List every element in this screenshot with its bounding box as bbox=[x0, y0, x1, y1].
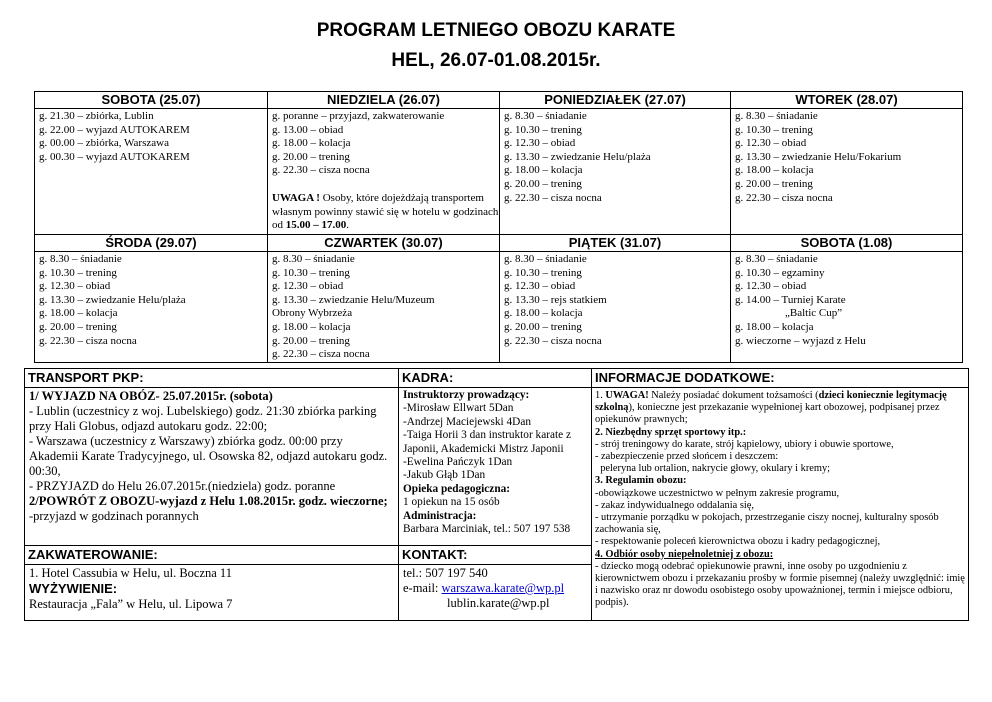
transport-heading: TRANSPORT PKP: bbox=[25, 369, 399, 388]
transport-lublin: - Lublin (uczestnicy z woj. Lubelskiego) godz. 21:30 zbiórka parking przy Hali Globus, odjazd autokaru godz. 22:00; bbox=[29, 404, 377, 433]
schedule-line: g. wieczorne – wyjazd z Helu bbox=[735, 334, 866, 347]
schedule-line: g. 10.30 – trening bbox=[735, 123, 813, 136]
day-schedule-wtorek bbox=[731, 109, 963, 235]
note-warning: UWAGA ! bbox=[272, 191, 320, 204]
equipment-line: peleryna lub ortalion, nakrycie głowy, okulary i kremy; bbox=[595, 463, 831, 475]
schedule-line: g. 12.30 – obiad bbox=[735, 280, 807, 293]
info-text: ), konieczne jest przekazanie wypełnionej kart obozowej, podpisanej przez opiekunów prawnych; bbox=[595, 402, 940, 426]
rules-heading: 3. Regulamin obozu: bbox=[595, 475, 687, 487]
day-schedule-piatek bbox=[500, 252, 731, 363]
schedule-line: g. 20.00 – trening bbox=[735, 177, 813, 190]
note-hours: 15.00 – 17.00 bbox=[285, 219, 347, 232]
schedule-line: g. 22.30 – cisza nocna bbox=[735, 191, 833, 204]
pickup-heading: 4. Odbiór osoby niepełnoletniej z obozu: bbox=[595, 548, 774, 560]
day-header-sroda: ŚRODA (29.07) bbox=[35, 235, 268, 252]
day-header-wtorek: WTOREK (28.07) bbox=[731, 92, 963, 109]
equipment-heading: 2. Niezbędny sprzęt sportowy itp.: bbox=[595, 426, 747, 438]
schedule-line: g. 10.30 – trening bbox=[504, 266, 582, 279]
equipment-line: - strój treningowy do karate, strój kąpielowy, ubiory i obuwie sportowe, bbox=[595, 438, 894, 450]
schedule-line: g. 12.30 – obiad bbox=[504, 137, 576, 150]
kadra-heading: KADRA: bbox=[399, 369, 592, 388]
accommodation-section bbox=[25, 565, 399, 621]
info-heading: INFORMACJE DODATKOWE: bbox=[592, 369, 969, 388]
page-subtitle: HEL, 26.07-01.08.2015r. bbox=[391, 50, 601, 71]
contact-phone: tel.: 507 197 540 bbox=[403, 566, 488, 580]
care-text: 1 opiekun na 15 osób bbox=[403, 496, 500, 509]
info-table bbox=[24, 368, 969, 621]
email-lublin: lublin.karate@wp.pl bbox=[447, 596, 550, 610]
schedule-line: g. 22.00 – wyjazd AUTOKAREM bbox=[39, 123, 190, 136]
day-schedule-niedziela bbox=[268, 109, 500, 235]
schedule-line: g. 20.00 – trening bbox=[504, 177, 582, 190]
schedule-line: g. 00.30 – wyjazd AUTOKAREM bbox=[39, 150, 190, 163]
meals-heading: WYŻYWIENIE: bbox=[29, 581, 118, 596]
schedule-line: g. 20.00 – trening bbox=[272, 150, 350, 163]
kadra-section bbox=[399, 388, 592, 546]
schedule-line: g. 18.00 – kolacja bbox=[272, 137, 351, 150]
day-schedule-poniedzialek bbox=[500, 109, 731, 235]
instructors-heading: Instruktorzy prowadzący: bbox=[403, 389, 530, 401]
schedule-line: g. 10.30 – trening bbox=[39, 266, 117, 279]
day-schedule-sobota bbox=[35, 109, 268, 235]
admin-heading: Administracja: bbox=[403, 509, 477, 522]
hotel-text: 1. Hotel Cassubia w Helu, ul. Boczna 11 bbox=[29, 566, 232, 580]
instructor: -Mirosław Ellwart 5Dan bbox=[403, 402, 514, 415]
day-header-piatek: PIĄTEK (31.07) bbox=[500, 235, 731, 252]
schedule-line: g. 21.30 – zbiórka, Lublin bbox=[39, 110, 154, 122]
contact-heading: KONTAKT: bbox=[399, 546, 592, 565]
schedule-line: g. 10.30 – trening bbox=[272, 266, 350, 279]
info-id-note: dzieci koniecznie legitymację szkolną bbox=[595, 390, 947, 414]
schedule-line: g. 18.00 – kolacja bbox=[272, 320, 351, 333]
schedule-line: g. 13.00 – obiad bbox=[272, 123, 344, 136]
email-label: e-mail: bbox=[403, 581, 442, 595]
restaurant-text: Restauracja „Fala” w Helu, ul. Lipowa 7 bbox=[29, 597, 233, 611]
instructor: -Taiga Horii 3 dan instruktor karate z Japonii, Akademicki Mistrz Japonii bbox=[403, 429, 571, 455]
rules-line: - zakaz indywidualnego oddalania się, bbox=[595, 499, 754, 511]
rules-line: -obowiązkowe uczestnictwo w pełnym zakresie programu, bbox=[595, 487, 840, 499]
accommodation-heading: ZAKWATEROWANIE: bbox=[25, 546, 399, 565]
schedule-line: g. 10.30 – trening bbox=[504, 123, 582, 136]
day-header-niedziela: NIEDZIELA (26.07) bbox=[268, 92, 500, 109]
schedule-line: g. 8.30 – śniadanie bbox=[272, 253, 355, 265]
schedule-line: g. 13.30 – rejs statkiem bbox=[504, 293, 607, 306]
schedule-line: g. 12.30 – obiad bbox=[504, 280, 576, 293]
info-point-1 bbox=[595, 390, 965, 427]
schedule-line: g. 20.00 – trening bbox=[39, 320, 117, 333]
schedule-line: g. 22.30 – cisza nocna bbox=[272, 348, 370, 361]
transport-return-arrival: -przyjazd w godzinach porannych bbox=[29, 509, 199, 523]
day-header-sobota: SOBOTA (25.07) bbox=[35, 92, 268, 109]
schedule-line: g. 22.30 – cisza nocna bbox=[272, 164, 370, 177]
arrival-note bbox=[272, 192, 499, 233]
schedule-line: g. 22.30 – cisza nocna bbox=[39, 334, 137, 347]
schedule-line: g. 13.30 – zwiedzanie Helu/Muzeum bbox=[272, 293, 435, 306]
day-header-sobota-2: SOBOTA (1.08) bbox=[731, 235, 963, 252]
schedule-line: „Baltic Cup” bbox=[785, 307, 843, 320]
schedule-line: g. 13.30 – zwiedzanie Helu/Fokarium bbox=[735, 150, 902, 163]
page-title: PROGRAM LETNIEGO OBOZU KARATE bbox=[316, 20, 676, 41]
note-text: Osoby, które dojeżdżają transportem własnym powinny stawić się w hotelu w godzinach od bbox=[272, 191, 499, 232]
schedule-line: g. 8.30 – śniadanie bbox=[735, 110, 818, 122]
schedule-line: g. 8.30 – śniadanie bbox=[39, 253, 122, 265]
equipment-line: - zabezpieczenie przed słońcem i deszczem: bbox=[595, 451, 779, 463]
schedule-line: g. 18.00 – kolacja bbox=[504, 307, 583, 320]
schedule-line: g. 13.30 – zwiedzanie Helu/plaża bbox=[39, 293, 186, 306]
rules-line: - utrzymanie porządku w pokojach, przestrzeganie ciszy nocnej, kulturalny sposób zachowania się, bbox=[595, 512, 939, 536]
care-heading: Opieka pedagogiczna: bbox=[403, 482, 511, 495]
schedule-table bbox=[34, 91, 963, 363]
note-end: . bbox=[346, 219, 349, 232]
transport-departure: 1/ WYJAZD NA OBÓZ- 25.07.2015r. (sobota) bbox=[29, 389, 273, 403]
schedule-line: g. 18.00 – kolacja bbox=[735, 164, 814, 177]
schedule-line: g. 22.30 – cisza nocna bbox=[504, 191, 602, 204]
schedule-line: Obrony Wybrzeża bbox=[272, 307, 353, 320]
schedule-line: g. 10.30 – egzaminy bbox=[735, 266, 825, 279]
schedule-line: g. 14.00 – Turniej Karate bbox=[735, 293, 846, 306]
instructor: -Jakub Głąb 1Dan bbox=[403, 469, 486, 482]
rules-line: - respektowanie poleceń kierownictwa obozu i kadry pedagogicznej, bbox=[595, 536, 881, 548]
schedule-line: g. 20.00 – trening bbox=[504, 320, 582, 333]
transport-section bbox=[25, 388, 399, 546]
info-text: Należy posiadać dokument tożsamości ( bbox=[648, 390, 819, 401]
schedule-line: g. 18.00 – kolacja bbox=[504, 164, 583, 177]
schedule-line: g. 12.30 – obiad bbox=[735, 137, 807, 150]
transport-warszawa: - Warszawa (uczestnicy z Warszawy) zbiórka godz. 00:00 przy Akademii Karate Tradycyjnego, ul. Osowska 82, odjazd autokaru godz. 00:30, bbox=[29, 434, 388, 478]
transport-arrival: - PRZYJAZD do Helu 26.07.2015r.(niedziela) godz. poranne bbox=[29, 479, 336, 493]
schedule-line: g. 18.00 – kolacja bbox=[735, 320, 814, 333]
info-num: 1. bbox=[595, 390, 606, 401]
admin-text: Barbara Marciniak, tel.: 507 197 538 bbox=[403, 523, 571, 536]
pickup-text: - dziecko mogą odebrać opiekunowie prawni, inne osoby po uzgodnieniu z kierownictwem obozu i przekazaniu prośby w formie pisemnej (należy uwzględnić: imię i nazwisko oraz nr dowodu osobistego osoby upoważnionej, termin i miejsce odbioru, podpis). bbox=[595, 560, 965, 609]
schedule-line: g. 22.30 – cisza nocna bbox=[504, 334, 602, 347]
email-link-warszawa[interactable]: warszawa.karate@wp.pl bbox=[441, 581, 565, 595]
transport-return: 2/POWRÓT Z OBOZU-wyjazd z Helu 1.08.2015r. godz. wieczorne; bbox=[29, 494, 388, 508]
day-schedule-sobota-2 bbox=[731, 252, 963, 363]
schedule-line: g. 12.30 – obiad bbox=[39, 280, 111, 293]
schedule-line: g. 13.30 – zwiedzanie Helu/plaża bbox=[504, 150, 651, 163]
info-section bbox=[592, 388, 969, 621]
day-header-poniedzialek: PONIEDZIAŁEK (27.07) bbox=[500, 92, 731, 109]
schedule-line: g. 18.00 – kolacja bbox=[39, 307, 118, 320]
instructor: -Andrzej Maciejewski 4Dan bbox=[403, 415, 531, 428]
schedule-line: g. 00.00 – zbiórka, Warszawa bbox=[39, 137, 169, 150]
instructor: -Ewelina Pańczyk 1Dan bbox=[403, 456, 513, 469]
contact-section bbox=[399, 565, 592, 621]
schedule-line: g. 8.30 – śniadanie bbox=[504, 253, 587, 265]
schedule-line: g. 12.30 – obiad bbox=[272, 280, 344, 293]
schedule-line: g. poranne – przyjazd, zakwaterowanie bbox=[272, 110, 445, 122]
schedule-line: g. 8.30 – śniadanie bbox=[504, 110, 587, 122]
info-warning: UWAGA! bbox=[605, 390, 649, 401]
schedule-line: g. 20.00 – trening bbox=[272, 334, 350, 347]
schedule-line: g. 8.30 – śniadanie bbox=[735, 253, 818, 265]
day-header-czwartek: CZWARTEK (30.07) bbox=[268, 235, 500, 252]
day-schedule-czwartek bbox=[268, 252, 500, 363]
day-schedule-sroda bbox=[35, 252, 268, 363]
